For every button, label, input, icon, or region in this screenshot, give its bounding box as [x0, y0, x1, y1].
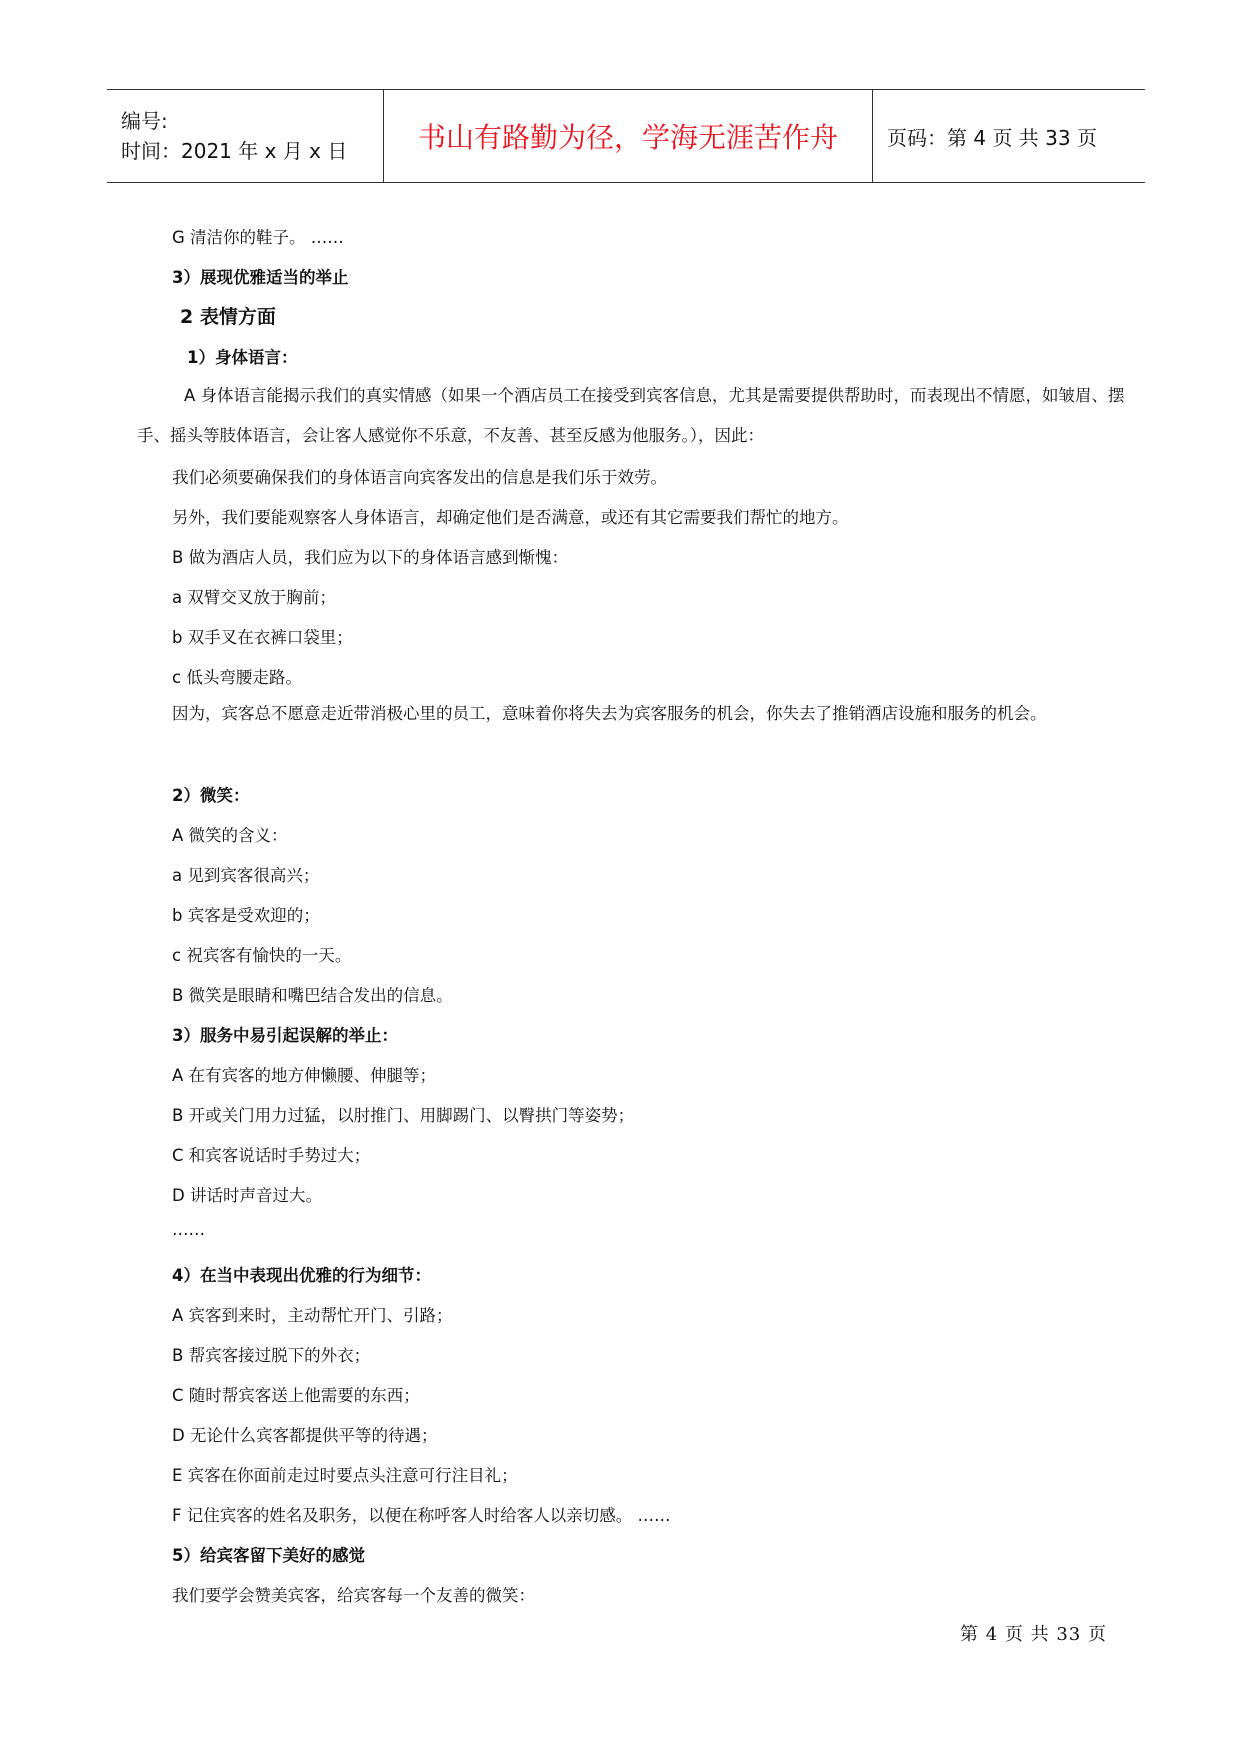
- document-date: 时间：2021 年 x 月 x 日: [121, 139, 348, 163]
- text-line: B 做为酒店人员，我们应为以下的身体语言感到惭愧：: [172, 548, 569, 567]
- text-line: B 开或关门用力过猛，以肘推门、用脚踢门、以臀拱门等姿势；: [172, 1106, 635, 1125]
- document-number-label: 编号:: [121, 109, 168, 133]
- text-line: D 讲话时声音过大。: [172, 1186, 322, 1205]
- text-line: c 低头弯腰走路。: [172, 668, 302, 687]
- text-line: F 记住宾客的姓名及职务，以便在称呼客人时给客人以亲切感。 ……: [172, 1506, 671, 1525]
- text-line: G 清洁你的鞋子。 ……: [172, 228, 344, 247]
- text-line: b 双手叉在衣裤口袋里；: [172, 628, 353, 647]
- text-line: A 宾客到来时，主动帮忙开门、引路；: [172, 1306, 453, 1325]
- text-line: A 微笑的含义：: [172, 826, 288, 845]
- ellipsis: ……: [172, 1220, 205, 1239]
- page-header: [107, 89, 1145, 183]
- text-line: a 见到宾客很高兴；: [172, 866, 320, 885]
- subheading: 5）给宾客留下美好的感觉: [172, 1546, 365, 1565]
- text-line: 我们要学会赞美宾客，给宾客每一个友善的微笑：: [172, 1586, 535, 1605]
- subheading: 2）微笑：: [172, 786, 250, 805]
- text-line: 我们必须要确保我们的身体语言向宾客发出的信息是我们乐于效劳。: [172, 468, 667, 487]
- text-line: c 祝宾客有愉快的一天。: [172, 946, 352, 965]
- text-line: B 帮宾客接过脱下的外衣；: [172, 1346, 371, 1365]
- text-line: D 无论什么宾客都提供平等的待遇；: [172, 1426, 438, 1445]
- section-heading: 2 表情方面: [180, 306, 276, 328]
- header-motto: 书山有路勤为径，学海无涯苦作舟: [384, 90, 873, 182]
- paragraph: A 身体语言能揭示我们的真实情感（如果一个酒店员工在接受到宾客信息，尤其是需要提供帮助时，而表现出不情愿，如皱眉、摆手、摇头等肢体语言，会让客人感觉你不乐意，不友善、甚至反感为他服务。），因此：: [137, 386, 1125, 445]
- paragraph: 因为，宾客总不愿意走近带消极心里的员工，意味着你将失去为宾客服务的机会，你失去了推销酒店设施和服务的机会。: [172, 704, 1047, 723]
- text-line: C 和宾客说话时手势过大；: [172, 1146, 371, 1165]
- text-line: 另外，我们要能观察客人身体语言，却确定他们是否满意，或还有其它需要我们帮忙的地方。: [172, 508, 849, 527]
- text-line: B 微笑是眼睛和嘴巴结合发出的信息。: [172, 986, 453, 1005]
- header-page-number: 页码：第 4 页 共 33 页: [887, 125, 1097, 150]
- subheading: 4）在当中表现出优雅的行为细节：: [172, 1266, 431, 1285]
- header-meta: [107, 90, 384, 182]
- text-line: b 宾客是受欢迎的；: [172, 906, 320, 925]
- text-line: A 在有宾客的地方伸懒腰、伸腿等；: [172, 1066, 437, 1085]
- text-line: E 宾客在你面前走过时要点头注意可行注目礼；: [172, 1466, 518, 1485]
- page-footer: 第 4 页 共 33 页: [960, 1624, 1107, 1645]
- subheading: 1）身体语言：: [187, 348, 298, 367]
- text-line: C 随时帮宾客送上他需要的东西；: [172, 1386, 420, 1405]
- subheading: 3）服务中易引起误解的举止：: [172, 1026, 398, 1045]
- subheading: 3）展现优雅适当的举止: [172, 268, 349, 287]
- text-line: a 双臂交叉放于胸前；: [172, 588, 336, 607]
